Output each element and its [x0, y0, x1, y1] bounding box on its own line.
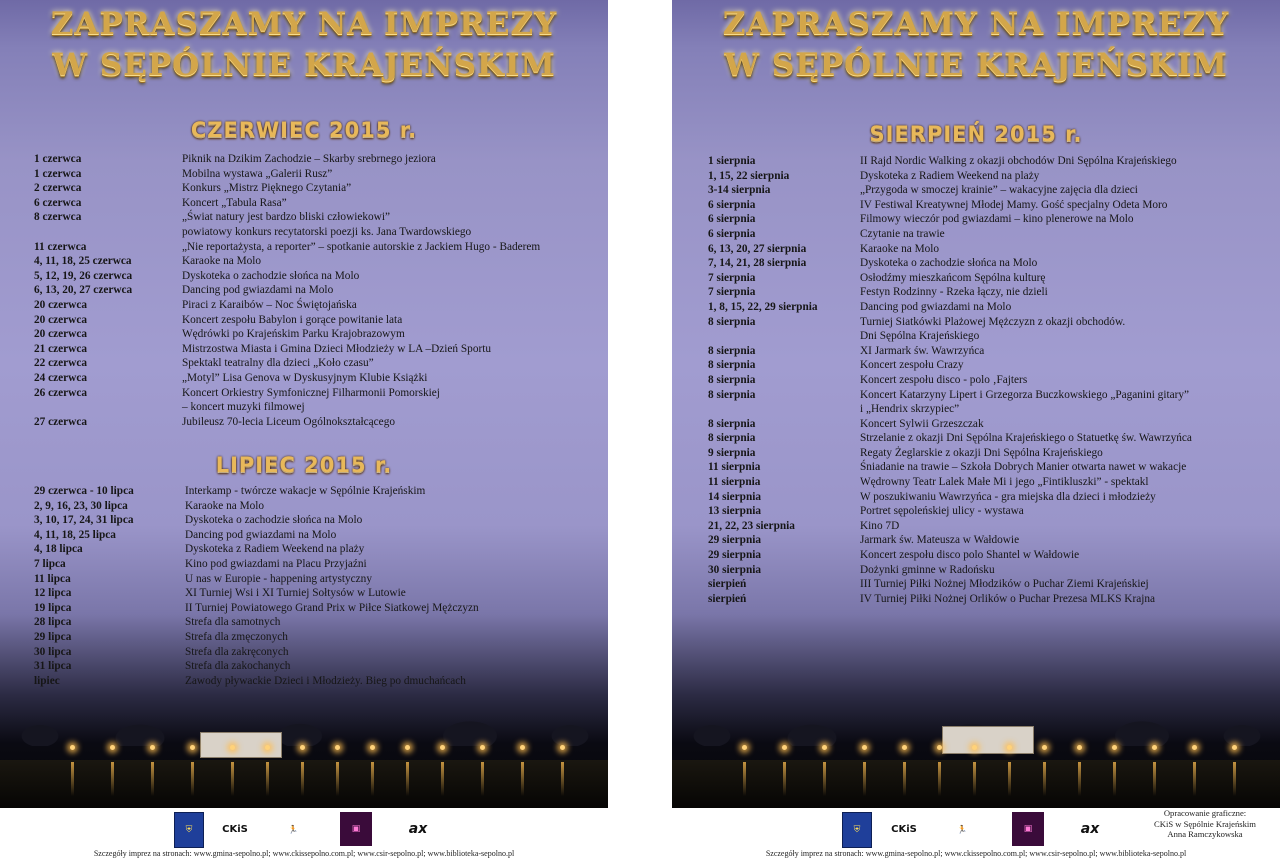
event-title: U nas w Europie - happening artystyczny — [185, 572, 372, 585]
lamp-light — [782, 745, 787, 750]
event-date: 19 lipca — [34, 601, 72, 614]
event-title: Strzelanie z okazji Dni Sępólna Krajeńskiego o Statuetkę św. Wawrzyńca — [860, 432, 1192, 445]
event-title: Strefa dla zakochanych — [185, 660, 291, 673]
event-title: Wędrówki po Krajeńskim Parku Krajobrazowym — [182, 328, 405, 341]
event-title: Dancing pod gwiazdami na Molo — [182, 284, 334, 297]
event-date: 8 sierpnia — [708, 373, 756, 386]
event-date: 1, 8, 15, 22, 29 sierpnia — [708, 300, 818, 313]
month-heading-july: LIPIEC 2015 r. — [215, 453, 393, 477]
event-title: Koncert Katarzyny Lipert i Grzegorza Buczkowskiego „Paganini gitary” — [860, 388, 1190, 401]
event-title: Czytanie na trawie — [860, 227, 945, 240]
event-title: „Motyl” Lisa Genova w Dyskusyjnym Klubie Książki — [182, 371, 428, 384]
event-date: 29 sierpnia — [708, 534, 762, 547]
lamp-reflection — [336, 762, 339, 796]
footer-websites: Szczegóły imprez na stronach: www.gmina-sepolno.pl; www.ckissepolno.com.pl; www.csir-sepolno.pl; www.biblioteka-sepolno.pl — [93, 849, 515, 858]
event-date: 7, 14, 21, 28 sierpnia — [708, 257, 807, 270]
event-title: Koncert Orkiestry Symfonicznej Filharmonii Pomorskiej — [182, 386, 440, 399]
event-date: 11 lipca — [34, 572, 71, 585]
lamp-light — [1152, 745, 1157, 750]
credit-line: Opracowanie graficzne: — [1163, 808, 1247, 818]
event-date: 29 lipca — [34, 630, 72, 643]
event-date: 27 czerwca — [34, 415, 87, 428]
lamp-light — [937, 745, 942, 750]
event-date: 11 czerwca — [34, 240, 87, 253]
event-title: Strefa dla zakręconych — [185, 645, 289, 658]
footer-websites: Szczegóły imprez na stronach: www.gmina-sepolno.pl; www.ckissepolno.com.pl; www.csir-sepolno.pl; www.biblioteka-sepolno.pl — [765, 849, 1187, 858]
lamp-light — [370, 745, 375, 750]
event-date: 1, 15, 22 sierpnia — [708, 169, 790, 182]
event-title: Regaty Żeglarskie z okazji Dni Sępólna Krajeńskiego — [860, 446, 1103, 459]
poster-title-line2: W SĘPÓLNIE KRAJEŃSKIM — [52, 47, 556, 83]
lamp-light — [972, 745, 977, 750]
lamp-light — [300, 745, 305, 750]
event-date: 28 lipca — [34, 616, 72, 629]
event-title: Koncert Sylwii Grzeszczak — [860, 417, 984, 430]
night-lake-photo — [672, 668, 1280, 808]
event-title: Koncert zespołu Babylon i gorące powitanie lata — [182, 313, 403, 326]
event-date: 20 czerwca — [34, 313, 87, 326]
event-date: 8 czerwca — [34, 211, 82, 224]
event-title: Festyn Rodzinny - Rzeka łączy, nie dzieli — [860, 286, 1048, 299]
event-date: 22 czerwca — [34, 357, 87, 370]
event-title: Turniej Siatkówki Plażowej Mężczyzn z okazji obchodów. — [860, 315, 1126, 328]
lamp-light — [822, 745, 827, 750]
event-date: 8 sierpnia — [708, 344, 756, 357]
month-heading-august: SIERPIEŃ 2015 r. — [869, 122, 1083, 146]
event-date: 9 sierpnia — [708, 446, 756, 459]
event-title: Interkamp - twórcze wakacje w Sępólnie Krajeńskim — [185, 485, 426, 497]
event-date: 11 sierpnia — [708, 476, 761, 489]
event-date: 6 sierpnia — [708, 198, 756, 211]
event-title: IV Festiwal Kreatywnej Młodej Mamy. Gość specjalny Odeta Moro — [860, 198, 1168, 211]
lamp-light — [1077, 745, 1082, 750]
lamp-light — [902, 745, 907, 750]
lamp-reflection — [1193, 762, 1196, 796]
event-title: W poszukiwaniu Wawrzyńca - gra miejska dla dzieci i młodzieży — [860, 490, 1156, 503]
event-title: Karaoke na Molo — [182, 255, 262, 268]
event-date: 6, 13, 20, 27 sierpnia — [708, 242, 807, 255]
event-date: 5, 12, 19, 26 czerwca — [34, 269, 133, 282]
poster-panel — [672, 0, 1280, 808]
event-date: 1 czerwca — [34, 167, 82, 180]
event-date: 6 sierpnia — [708, 227, 756, 240]
event-date: 26 czerwca — [34, 386, 87, 399]
lamp-reflection — [151, 762, 154, 796]
lamp-reflection — [1008, 762, 1011, 796]
event-date: sierpień — [708, 578, 747, 591]
event-date: 20 czerwca — [34, 328, 87, 341]
lamp-reflection — [301, 762, 304, 796]
lamp-reflection — [481, 762, 484, 796]
sponsor-logos — [0, 810, 608, 848]
month-heading-june: CZERWIEC 2015 r. — [190, 118, 418, 142]
lamp-reflection — [938, 762, 941, 796]
lamp-light — [742, 745, 747, 750]
lamp-reflection — [406, 762, 409, 796]
event-date: 8 sierpnia — [708, 315, 756, 328]
lamp-light — [1232, 745, 1237, 750]
event-date: 21 czerwca — [34, 342, 87, 355]
lamp-light — [190, 745, 195, 750]
event-title: Koncert zespołu Crazy — [860, 359, 964, 372]
event-date: 7 lipca — [34, 557, 66, 570]
event-title: Mobilna wystawa „Galerii Rusz” — [182, 167, 333, 180]
crest-logo: ⛨ — [174, 812, 204, 848]
event-title: „Świat natury jest bardzo bliski człowiekowi” — [182, 211, 390, 224]
lamp-light — [480, 745, 485, 750]
event-title: Zawody pływackie Dzieci i Młodzieży. Bieg po dmuchańcach — [185, 674, 466, 687]
event-title-continued: Dni Sępólna Krajeńskiego — [860, 330, 980, 343]
credit-line: CKiS w Sępólnie Krajeńskim — [1154, 818, 1256, 829]
ckis-logo: CKiS — [222, 823, 248, 835]
lamp-reflection — [111, 762, 114, 796]
library-logo: ▣ — [340, 812, 372, 846]
event-title: Dyskoteka o zachodzie słońca na Molo — [182, 269, 360, 282]
event-title: Strefa dla zmęczonych — [185, 630, 288, 643]
event-title: II Rajd Nordic Walking z okazji obchodów Dni Sępólna Krajeńskiego — [860, 155, 1177, 167]
lamp-light — [1042, 745, 1047, 750]
event-title: XI Turniej Wsi i XI Turniej Sołtysów w Lutowie — [185, 587, 406, 600]
lamp-light — [1192, 745, 1197, 750]
lamp-reflection — [1113, 762, 1116, 796]
event-date: 7 sierpnia — [708, 286, 756, 299]
night-lake-photo — [0, 668, 608, 808]
event-title: Karaoke na Molo — [185, 499, 265, 512]
lamp-light — [1007, 745, 1012, 750]
event-title: „Przygoda w smoczej krainie” – wakacyjne zajęcia dla dzieci — [860, 184, 1138, 197]
event-title: Jarmark św. Mateusza w Wałdowie — [860, 534, 1020, 547]
event-title: II Turniej Powiatowego Grand Prix w Piłce Siatkowej Mężczyzn — [185, 601, 479, 614]
event-title: Filmowy wieczór pod gwiazdami – kino plenerowe na Molo — [860, 213, 1134, 226]
event-date: 8 sierpnia — [708, 417, 756, 430]
lamp-reflection — [1153, 762, 1156, 796]
ckis-logo: CKiS — [891, 823, 917, 835]
event-title: Koncert zespołu disco - polo ‚Fajters — [860, 373, 1028, 386]
sport-center-logo: 🏃 — [288, 824, 298, 834]
event-date: 11 sierpnia — [708, 461, 761, 474]
event-title: Spektakl teatralny dla dzieci „Koło czasu” — [182, 357, 374, 370]
lamp-light — [70, 745, 75, 750]
lamp-light — [110, 745, 115, 750]
event-date: 14 sierpnia — [708, 490, 762, 503]
event-title-continued: powiatowy konkurs recytatorski poezji ks. Jana Twardowskiego — [182, 225, 472, 238]
event-date: 4, 18 lipca — [34, 543, 83, 556]
event-title: XI Jarmark św. Wawrzyńca — [860, 344, 985, 357]
library-logo: ▣ — [1012, 812, 1044, 846]
lamp-light — [335, 745, 340, 750]
lamp-reflection — [521, 762, 524, 796]
event-date: lipiec — [34, 674, 60, 687]
event-title: Kino 7D — [860, 519, 900, 532]
event-title: Piknik na Dzikim Zachodzie – Skarby srebrnego jeziora — [182, 153, 436, 165]
event-date: 20 czerwca — [34, 298, 87, 311]
event-title: Śniadanie na trawie – Szkoła Dobrych Manier otwarta nawet w wakacje — [860, 461, 1187, 474]
sport-center-logo: 🏃 — [957, 824, 967, 834]
lamp-reflection — [191, 762, 194, 796]
lamp-reflection — [783, 762, 786, 796]
event-date: 21, 22, 23 sierpnia — [708, 519, 795, 532]
event-title: Dancing pod gwiazdami na Molo — [860, 300, 1012, 313]
lamp-reflection — [863, 762, 866, 796]
lamp-light — [405, 745, 410, 750]
event-title: Dyskoteka o zachodzie słońca na Molo — [185, 514, 363, 527]
event-title: Dyskoteka z Radiem Weekend na plaży — [185, 543, 365, 556]
lamp-light — [520, 745, 525, 750]
event-title: Piraci z Karaibów – Noc Świętojańska — [182, 298, 357, 311]
event-date: 8 sierpnia — [708, 388, 756, 401]
event-title: Jubileusz 70-lecia Liceum Ogólnokształcącego — [182, 415, 395, 428]
event-title: Strefa dla samotnych — [185, 616, 281, 629]
event-date: 2 czerwca — [34, 182, 82, 195]
event-date: 13 sierpnia — [708, 505, 762, 518]
lamp-reflection — [441, 762, 444, 796]
crest-logo: ⛨ — [842, 812, 872, 848]
lamp-light — [230, 745, 235, 750]
poster-panel — [0, 0, 608, 808]
poster-june-july — [0, 0, 608, 862]
event-title: Koncert „Tabula Rasa” — [182, 196, 287, 209]
event-title: Portret sępoleńskiej ulicy - wystawa — [860, 505, 1024, 518]
lake-water — [0, 760, 608, 808]
event-date: 2, 9, 16, 23, 30 lipca — [34, 499, 128, 512]
waterfront-building — [200, 732, 282, 758]
poster-august — [672, 0, 1280, 862]
lamp-reflection — [231, 762, 234, 796]
event-title: Kino pod gwiazdami na Placu Przyjaźni — [185, 557, 367, 570]
event-date: 4, 11, 18, 25 lipca — [34, 528, 116, 541]
event-title: Osłodźmy mieszkańcom Sępólna kulturę — [860, 271, 1046, 284]
credit-line: Anna Ramczykowska — [1167, 829, 1243, 839]
lamp-reflection — [973, 762, 976, 796]
event-date: 6, 13, 20, 27 czerwca — [34, 284, 133, 297]
lamp-reflection — [743, 762, 746, 796]
event-title: IV Turniej Piłki Nożnej Orlików o Puchar Prezesa MLKS Krajna — [860, 592, 1156, 605]
lamp-reflection — [823, 762, 826, 796]
event-title: Wędrowny Teatr Lalek Małe Mi i jego „Fintikluszki” - spektakl — [860, 476, 1149, 489]
event-title: „Nie reportażysta, a reporter” – spotkanie autorskie z Jackiem Hugo - Baderem — [182, 240, 541, 253]
lamp-reflection — [561, 762, 564, 796]
event-title: Dancing pod gwiazdami na Molo — [185, 528, 337, 541]
event-date: 30 sierpnia — [708, 563, 762, 576]
event-date: 4, 11, 18, 25 czerwca — [34, 255, 132, 268]
lamp-light — [265, 745, 270, 750]
lamp-light — [150, 745, 155, 750]
lamp-reflection — [71, 762, 74, 796]
lamp-reflection — [1233, 762, 1236, 796]
lamp-reflection — [903, 762, 906, 796]
lamp-reflection — [1043, 762, 1046, 796]
tree-silhouettes — [0, 706, 608, 746]
event-date: 1 czerwca — [34, 153, 82, 165]
event-date: 24 czerwca — [34, 371, 87, 384]
event-date: 31 lipca — [34, 660, 72, 673]
event-date: 30 lipca — [34, 645, 72, 658]
event-title: Dożynki gminne w Radońsku — [860, 563, 995, 576]
event-title: Dyskoteka z Radiem Weekend na plaży — [860, 169, 1040, 182]
event-title-continued: i „Hendrix skrzypiec” — [860, 403, 960, 416]
event-title: Dyskoteka o zachodzie słońca na Molo — [860, 257, 1038, 270]
event-date: 7 sierpnia — [708, 271, 756, 284]
event-date: 3, 10, 17, 24, 31 lipca — [34, 514, 134, 527]
poster-title-line1: ZAPRASZAMY NA IMPREZY — [50, 6, 558, 42]
event-date: 8 sierpnia — [708, 359, 756, 372]
event-date: 6 sierpnia — [708, 213, 756, 226]
event-date: sierpień — [708, 592, 747, 605]
event-title: Karaoke na Molo — [860, 242, 940, 255]
lake-water — [672, 760, 1280, 808]
event-title: Konkurs „Mistrz Pięknego Czytania” — [182, 182, 352, 195]
lamp-light — [862, 745, 867, 750]
event-date: 8 sierpnia — [708, 432, 756, 445]
event-date: 6 czerwca — [34, 196, 82, 209]
event-title: Mistrzostwa Miasta i Gmina Dzieci Młodzieży w LA –Dzień Sportu — [182, 342, 492, 355]
poster-title-line2: W SĘPÓLNIE KRAJEŃSKIM — [724, 47, 1228, 83]
event-date: 29 czerwca - 10 lipca — [34, 485, 134, 497]
event-date: 3-14 sierpnia — [708, 184, 771, 197]
poster-title-line1: ZAPRASZAMY NA IMPREZY — [722, 6, 1230, 42]
lamp-light — [560, 745, 565, 750]
event-title-continued: – koncert muzyki filmowej — [182, 401, 305, 414]
lamp-reflection — [1078, 762, 1081, 796]
event-title: III Turniej Piłki Nożnej Młodzików o Puchar Ziemi Krajeńskiej — [860, 578, 1149, 591]
event-date: 29 sierpnia — [708, 549, 762, 562]
ax-logo: ax — [1080, 821, 1100, 837]
waterfront-building — [942, 726, 1034, 754]
lamp-reflection — [371, 762, 374, 796]
ax-logo: ax — [408, 821, 428, 837]
event-date: 1 sierpnia — [708, 155, 756, 167]
graphic-design-credit — [1136, 808, 1274, 840]
lamp-light — [1112, 745, 1117, 750]
event-title: Koncert zespołu disco polo Shantel w Wałdowie — [860, 549, 1080, 562]
event-date: 12 lipca — [34, 587, 72, 600]
lamp-light — [440, 745, 445, 750]
lamp-reflection — [266, 762, 269, 796]
